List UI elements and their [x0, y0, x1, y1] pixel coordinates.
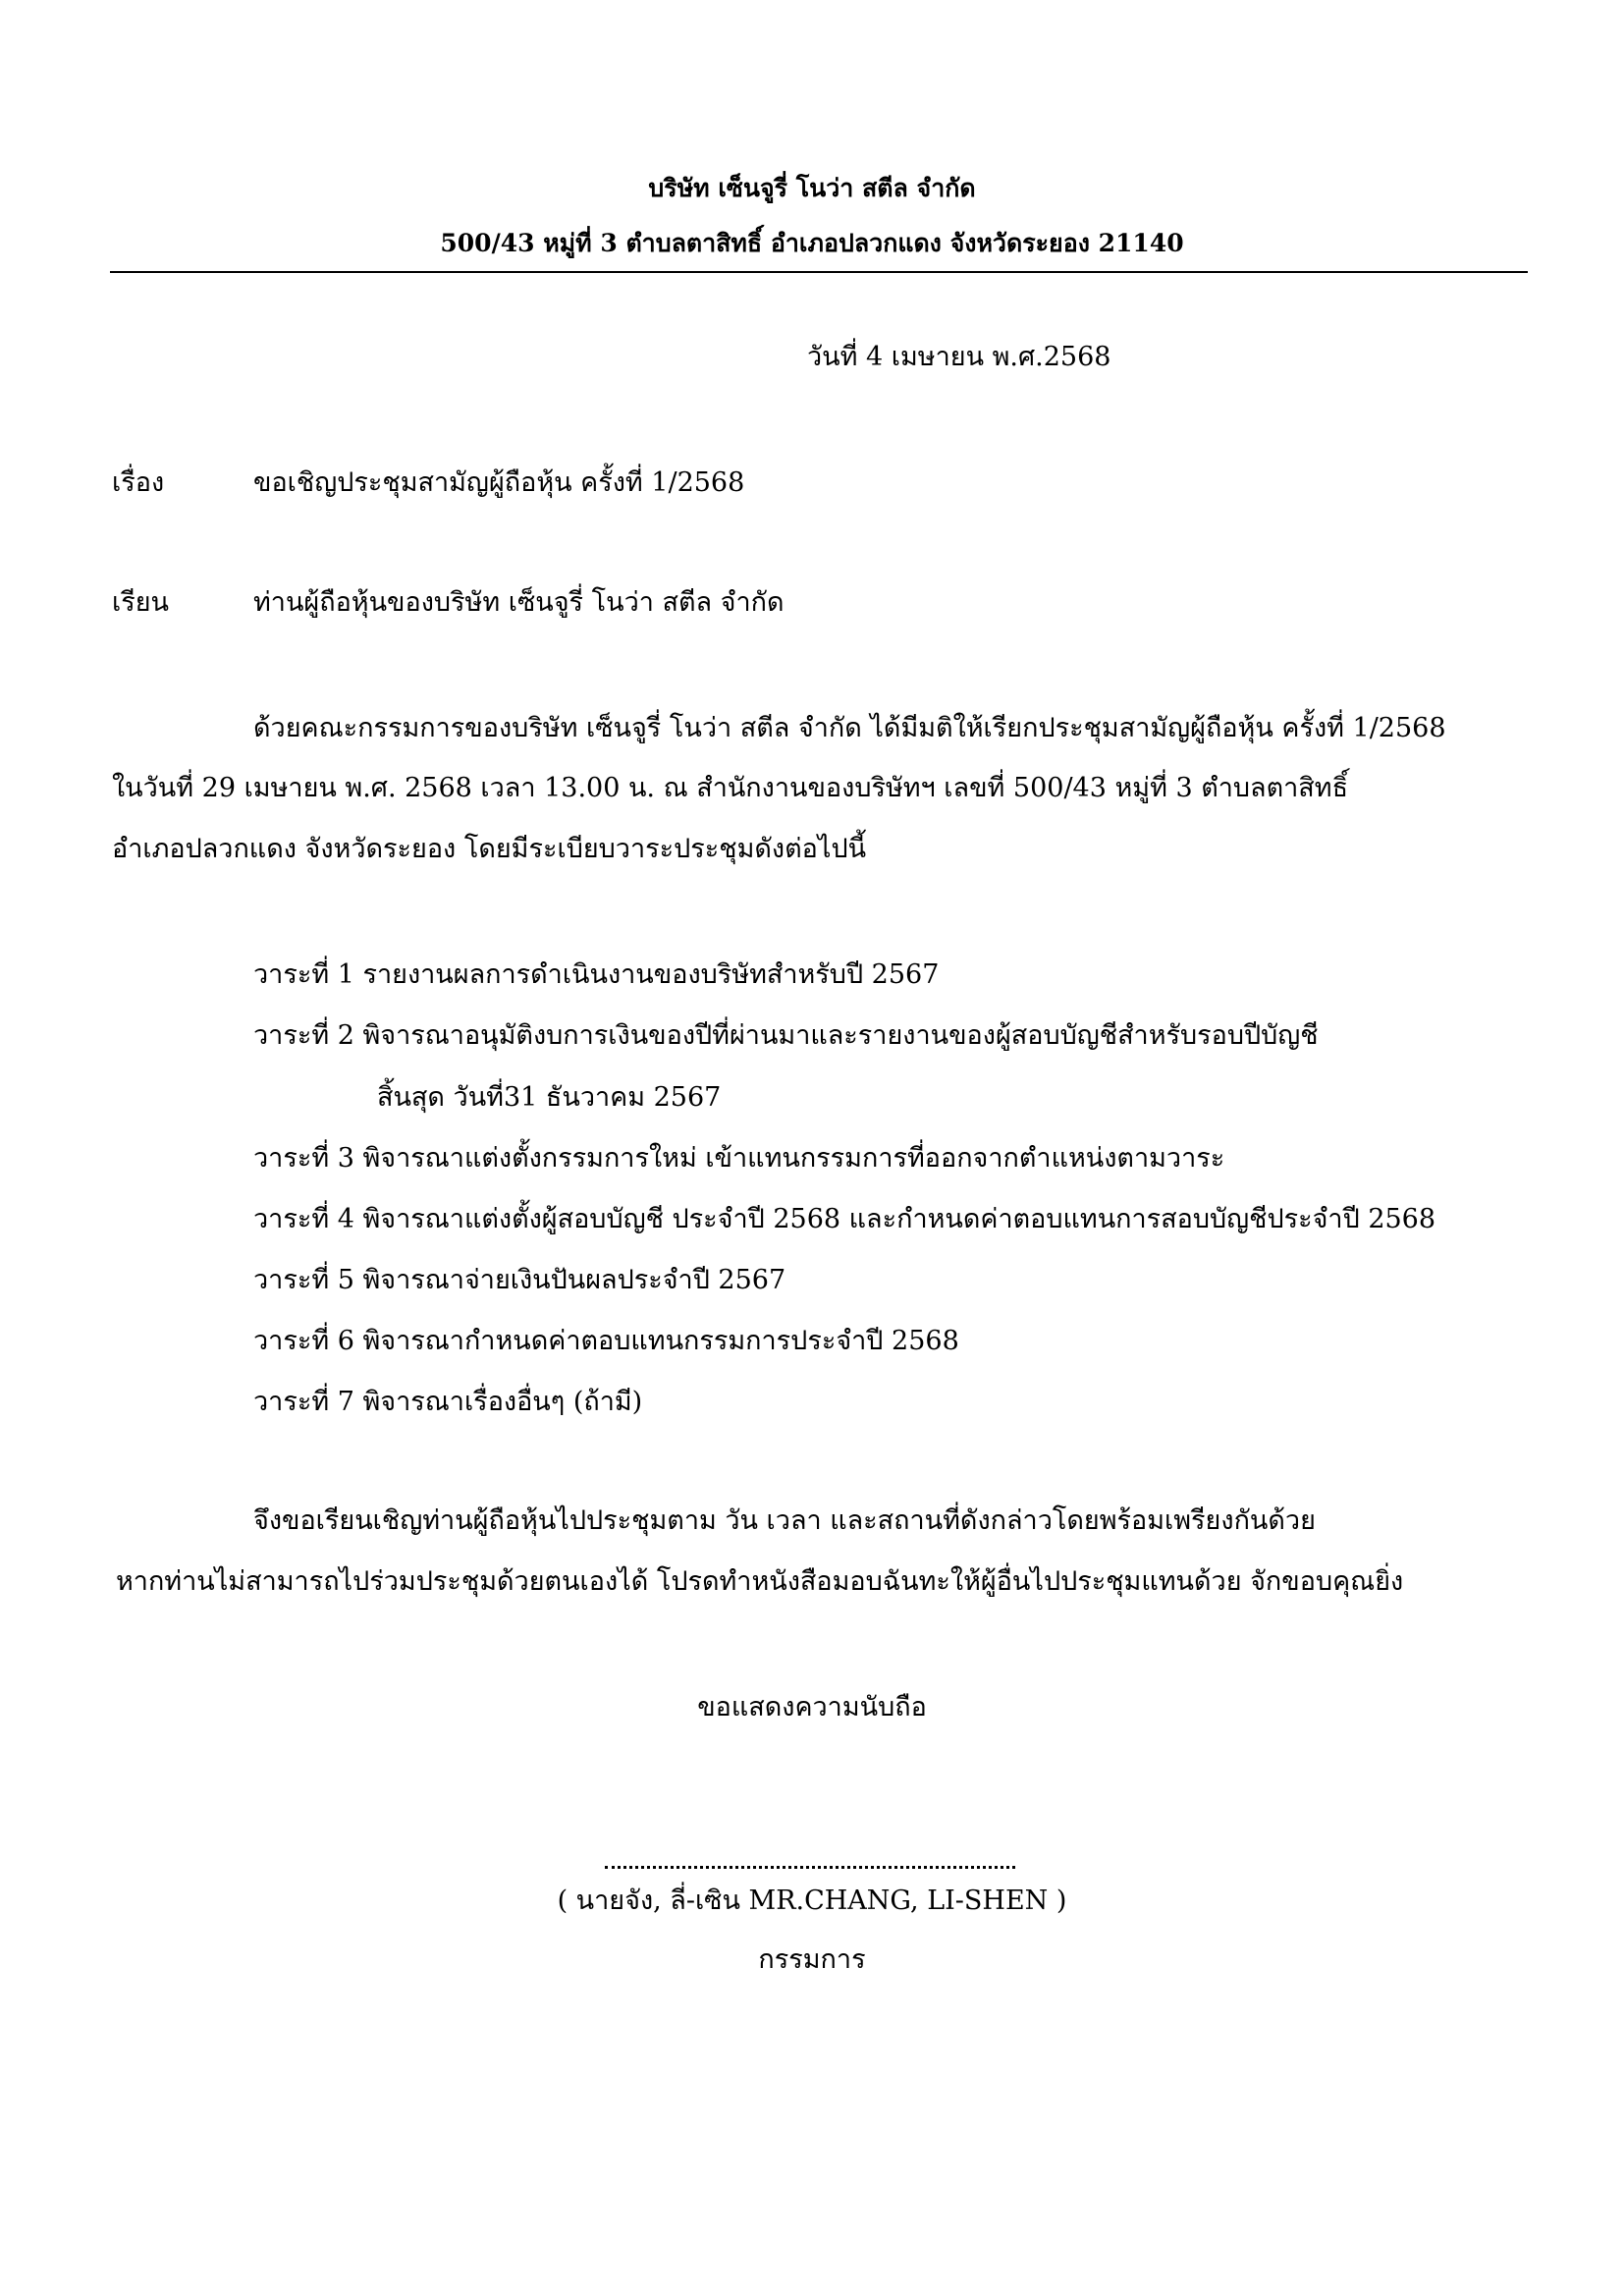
paragraph-line: หากท่านไม่สามารถไปร่วมประชุมด้วยตนเองได้ โปรดทำหนังสือมอบฉันทะให้ผู้อื่นไปประชุมแทนด้วย จักขอบคุณยิ่ง	[116, 1566, 1404, 1597]
subject-label: เรื่อง	[112, 467, 165, 498]
agenda-item-2-continuation: สิ้นสุด วันที่31 ธันวาคม 2567	[377, 1082, 722, 1113]
letter-date: วันที่ 4 เมษายน พ.ศ.2568	[807, 342, 1111, 372]
agenda-item-7: วาระที่ 7 พิจารณาเรื่องอื่นๆ (ถ้ามี)	[253, 1387, 643, 1417]
paragraph-line: จึงขอเรียนเชิญท่านผู้ถือหุ้นไปประชุมตาม วัน เวลา และสถานที่ดังกล่าวโดยพร้อมเพรียงกันด้วย	[253, 1505, 1316, 1536]
signer-name: ( นายจัง, ลี่-เซิน MR.CHANG, LI-SHEN )	[557, 1886, 1067, 1916]
header-divider	[110, 271, 1528, 273]
recipient-text: ท่านผู้ถือหุ้นของบริษัท เซ็นจูรี่ โนว่า สตีล จำกัด	[253, 587, 785, 618]
agenda-item-2: วาระที่ 2 พิจารณาอนุมัติงบการเงินของปีที่ผ่านมาและรายงานของผู้สอบบัญชีสำหรับรอบปีบัญชี	[253, 1020, 1319, 1051]
closing-regards: ขอแสดงความนับถือ	[697, 1692, 927, 1722]
paragraph-line: ในวันที่ 29 เมษายน พ.ศ. 2568 เวลา 13.00 น. ณ สำนักงานของบริษัทฯ เลขที่ 500/43 หมู่ที่ 3 ตำบลตาสิทธิ์	[112, 773, 1349, 803]
signature-line	[605, 1866, 1015, 1869]
agenda-item-5: วาระที่ 5 พิจารณาจ่ายเงินปันผลประจำปี 2567	[253, 1265, 786, 1295]
agenda-item-3: วาระที่ 3 พิจารณาแต่งตั้งกรรมการใหม่ เข้าแทนกรรมการที่ออกจากตำแหน่งตามวาระ	[253, 1143, 1225, 1174]
subject-text: ขอเชิญประชุมสามัญผู้ถือหุ้น ครั้งที่ 1/2568	[253, 467, 745, 498]
agenda-item-6: วาระที่ 6 พิจารณากำหนดค่าตอบแทนกรรมการประจำปี 2568	[253, 1326, 959, 1356]
paragraph-line: ด้วยคณะกรรมการของบริษัท เซ็นจูรี่ โนว่า สตีล จำกัด ได้มีมติให้เรียกประชุมสามัญผู้ถือหุ้น ครั้งที่ 1/2568	[253, 713, 1446, 743]
agenda-item-1: วาระที่ 1 รายงานผลการดำเนินงานของบริษัทสำหรับปี 2567	[253, 959, 940, 990]
company-name: บริษัท เซ็นจูรี่ โนว่า สตีล จำกัด	[648, 174, 976, 202]
paragraph-line: อำเภอปลวกแดง จังหวัดระยอง โดยมีระเบียบวาระประชุมดังต่อไปนี้	[112, 834, 867, 864]
company-address: 500/43 หมู่ที่ 3 ตำบลตาสิทธิ์ อำเภอปลวกแดง จังหวัดระยอง 21140	[440, 229, 1184, 257]
signer-position: กรรมการ	[758, 1944, 866, 1975]
recipient-label: เรียน	[112, 587, 170, 618]
agenda-item-4: วาระที่ 4 พิจารณาแต่งตั้งผู้สอบบัญชี ประจำปี 2568 และกำหนดค่าตอบแทนการสอบบัญชีประจำปี 2568	[253, 1204, 1436, 1234]
